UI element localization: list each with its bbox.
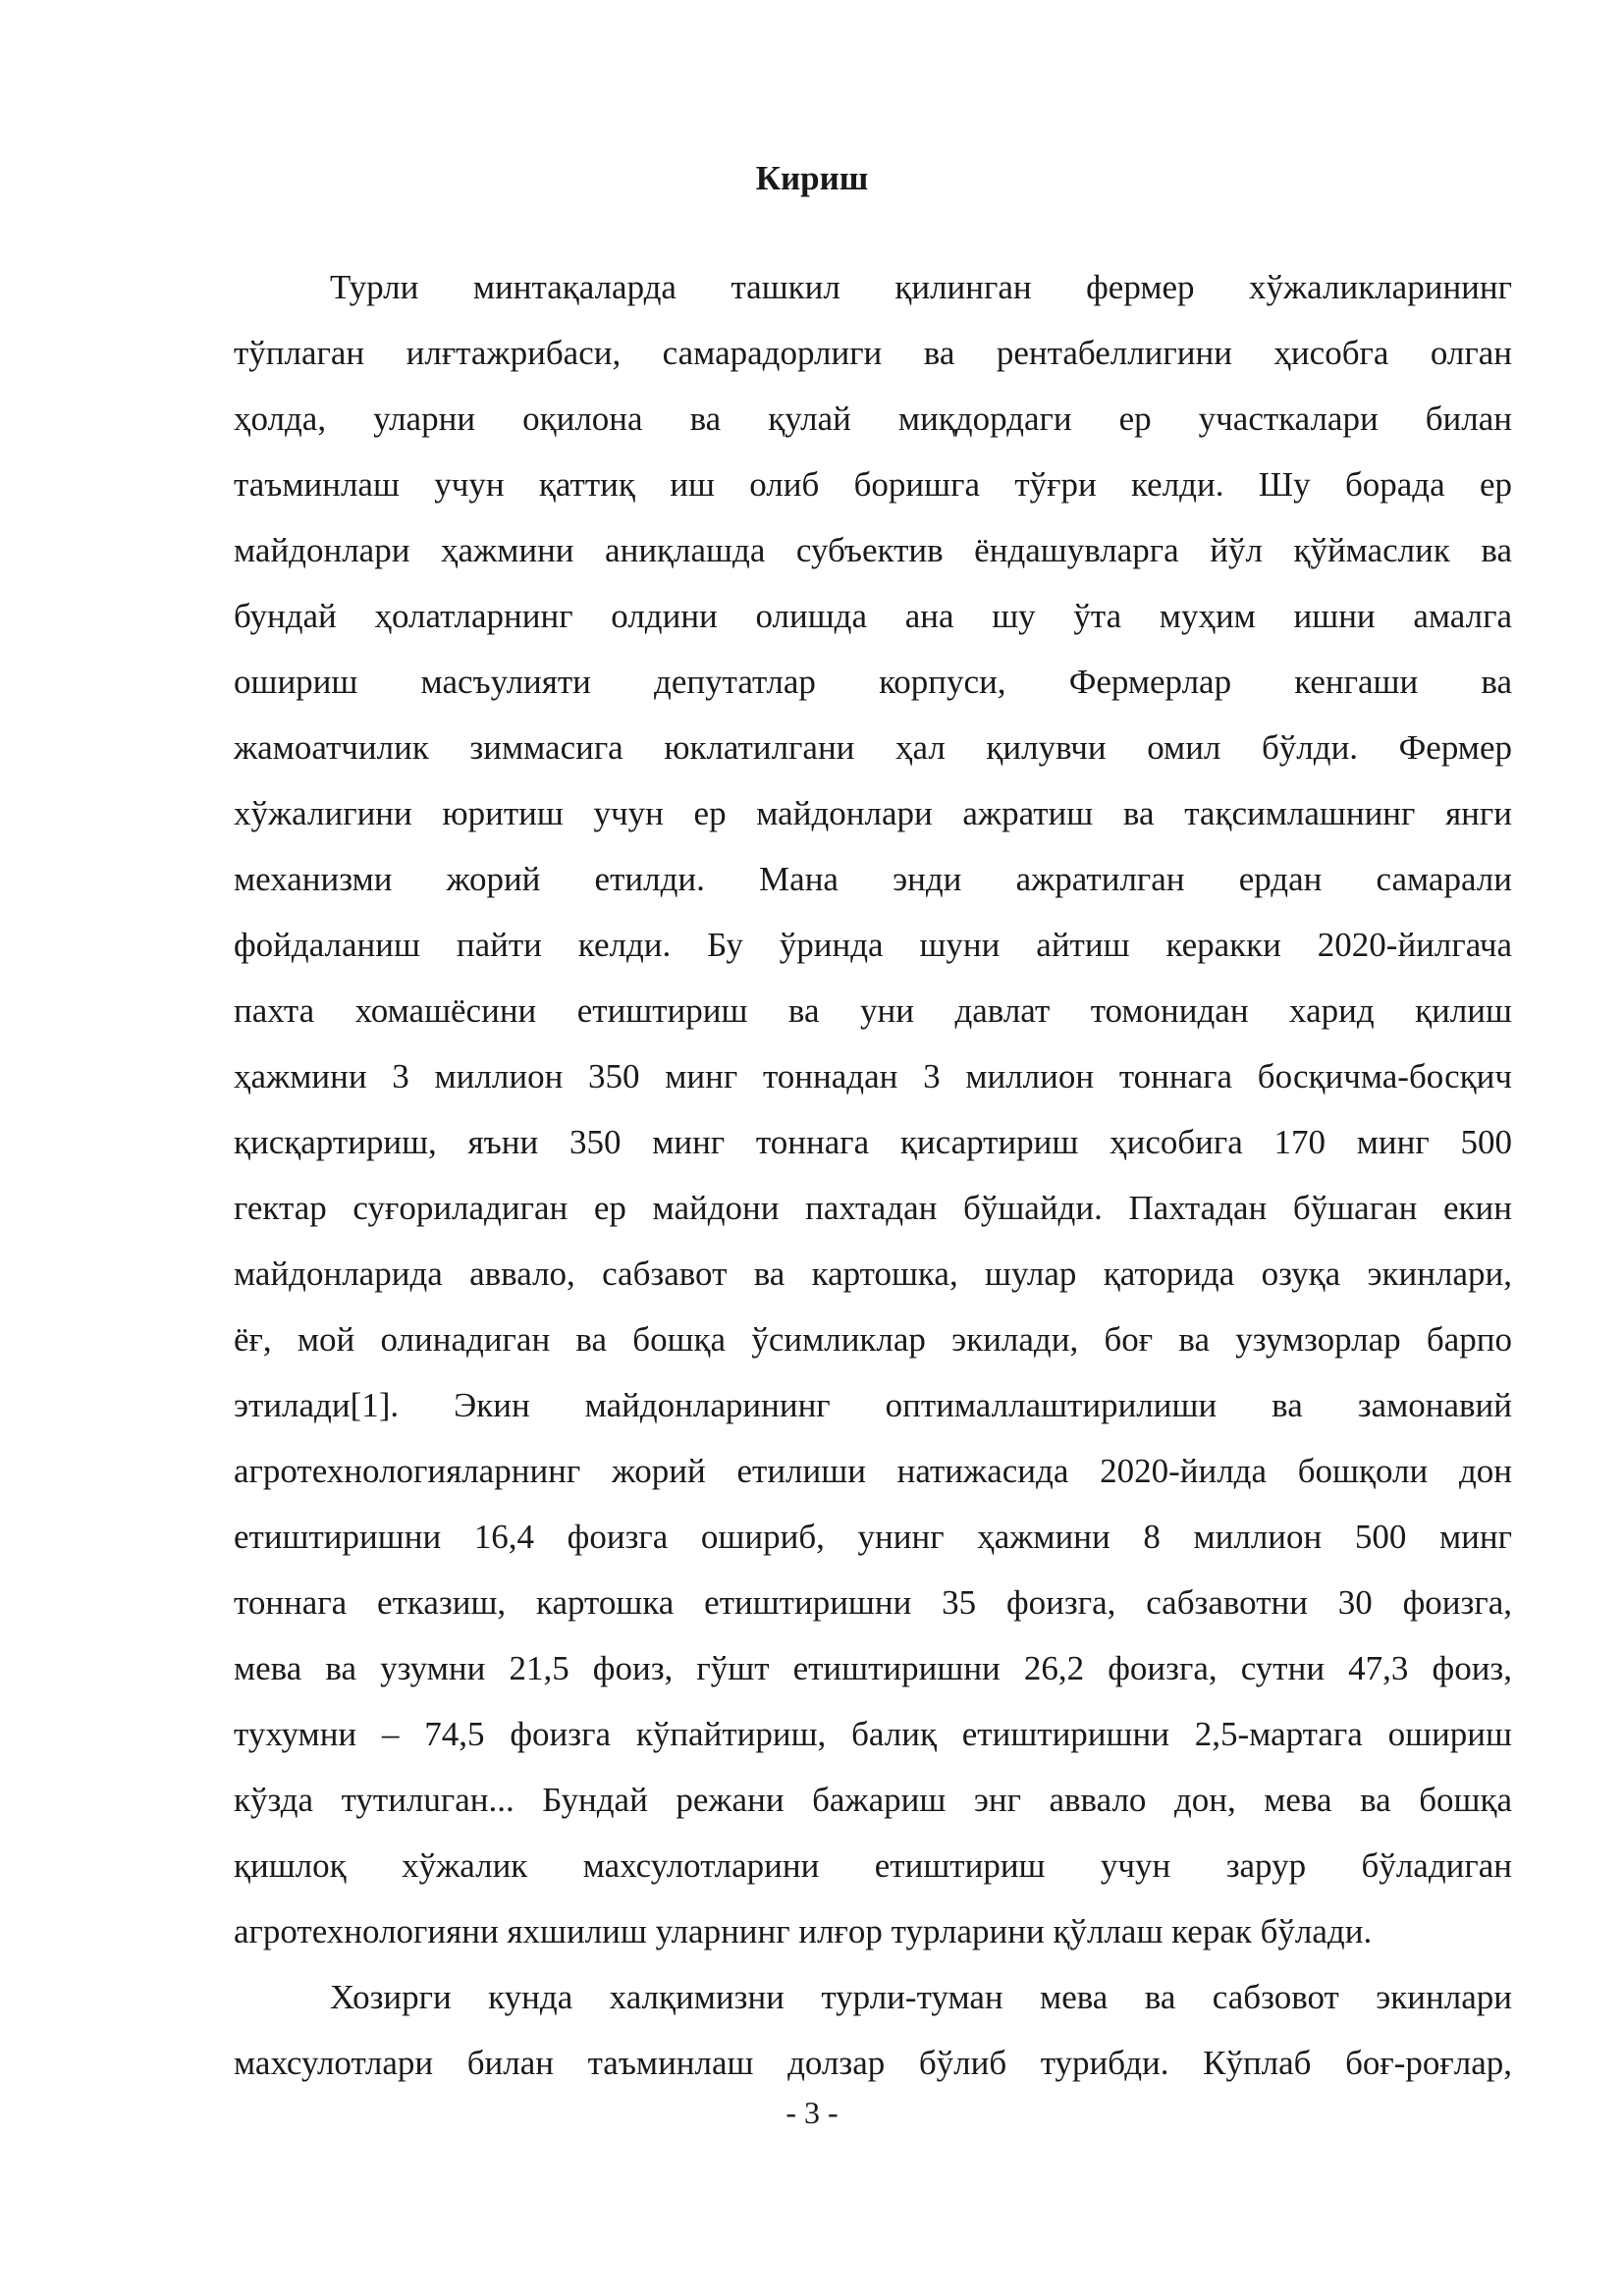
text-line: механизми жорий етилди. Мана энди ажратилган ердан самарали — [234, 860, 1512, 898]
text-line: майдонлари ҳажмини аниқлашда субъектив ёндашувларга йўл қўймаслик ва — [234, 531, 1512, 569]
text-line: қисқартириш, яъни 350 минг тоннага қисартириш ҳисобига 170 минг 500 — [234, 1123, 1512, 1161]
text-line: агротехнологияни яхшилиш уларнинг илғор турларини қўллаш керак бўлади. — [234, 1912, 1373, 1950]
text-line: етиштиришни 16,4 фоизга ошириб, унинг ҳажмини 8 миллион 500 минг — [234, 1518, 1512, 1556]
text-line: жамоатчилик зиммасига юклатилгани ҳал қилувчи омил бўлди. Фермер — [234, 728, 1512, 767]
body-text — [234, 259, 1512, 2101]
text-line: ошириш масъулияти депутатлар корпуси, Фермерлар кенгаши ва — [234, 663, 1512, 701]
text-line: агротехнологияларнинг жорий етилиши натижасида 2020-йилда бошқоли дон — [234, 1452, 1512, 1490]
text-line: пахта хомашёсини етиштириш ва уни давлат томонидан харид қилиш — [234, 991, 1512, 1030]
text-line: Турли минтақаларда ташкил қилинган фермер хўжаликларининг — [330, 268, 1512, 306]
text-line: мева ва узумни 21,5 фоиз, гўшт етиштиришни 26,2 фоизга, сутни 47,3 фоиз, — [234, 1649, 1512, 1687]
text-line: тухумни – 74,5 фоизга кўпайтириш, балиқ етиштиришни 2,5-мартага ошириш — [234, 1715, 1512, 1753]
text-line: тоннага етказиш, картошка етиштиришни 35 фоизга, сабзавотни 30 фоизга, — [234, 1583, 1512, 1622]
text-line: қишлоқ хўжалик махсулотларини етиштириш учун зарур бўладиган — [234, 1846, 1512, 1885]
text-line: кўзда тутилuган... Бундай режани бажариш энг аввало дон, мева ва бошқа — [234, 1781, 1512, 1819]
page-number: - 3 - — [785, 2095, 839, 2130]
text-line: фойдаланиш пайти келди. Бу ўринда шуни айтиш керакки 2020-йилгача — [234, 926, 1512, 964]
text-line: таъминлаш учун қаттиқ иш олиб боришга тўғри келди. Шу борада ер — [234, 465, 1512, 504]
text-line: хўжалигини юритиш учун ер майдонлари ажратиш ва тақсимлашнинг янги — [234, 794, 1512, 832]
text-line: этилади[1]. Экин майдонларининг оптималлаштирилиши ва замонавий — [234, 1386, 1512, 1424]
text-line: майдонларида аввало, сабзавот ва картошка, шулар қаторида озуқа экинлари, — [234, 1255, 1512, 1293]
text-line: бундай ҳолатларнинг олдини олишда ана шу ўта муҳим ишни амалга — [234, 597, 1512, 635]
text-line: махсулотлари билан таъминлаш долзар бўлиб турибди. Кўплаб боғ-роғлар, — [234, 2044, 1512, 2082]
text-line: тўплаган илғтажрибаси, самарадорлиги ва рентабеллигини ҳисобга олган — [234, 334, 1512, 372]
text-line: ҳажмини 3 миллион 350 минг тоннадан 3 миллион тоннага босқичма-босқич — [234, 1057, 1512, 1095]
text-line: ёғ, мой олинадиган ва бошқа ўсимликлар экилади, боғ ва узумзорлар барпо — [234, 1320, 1512, 1359]
text-line: гектар суғориладиган ер майдони пахтадан бўшайди. Пахтадан бўшаган екин — [234, 1189, 1512, 1227]
text-line: Хозирги кунда халқимизни турли-туман мева ва сабзовот экинлари — [330, 1978, 1512, 2016]
page-title: Кириш — [755, 159, 869, 197]
text-line: ҳолда, уларни оқилона ва қулай миқдордаги ер участкалари билан — [234, 400, 1512, 438]
